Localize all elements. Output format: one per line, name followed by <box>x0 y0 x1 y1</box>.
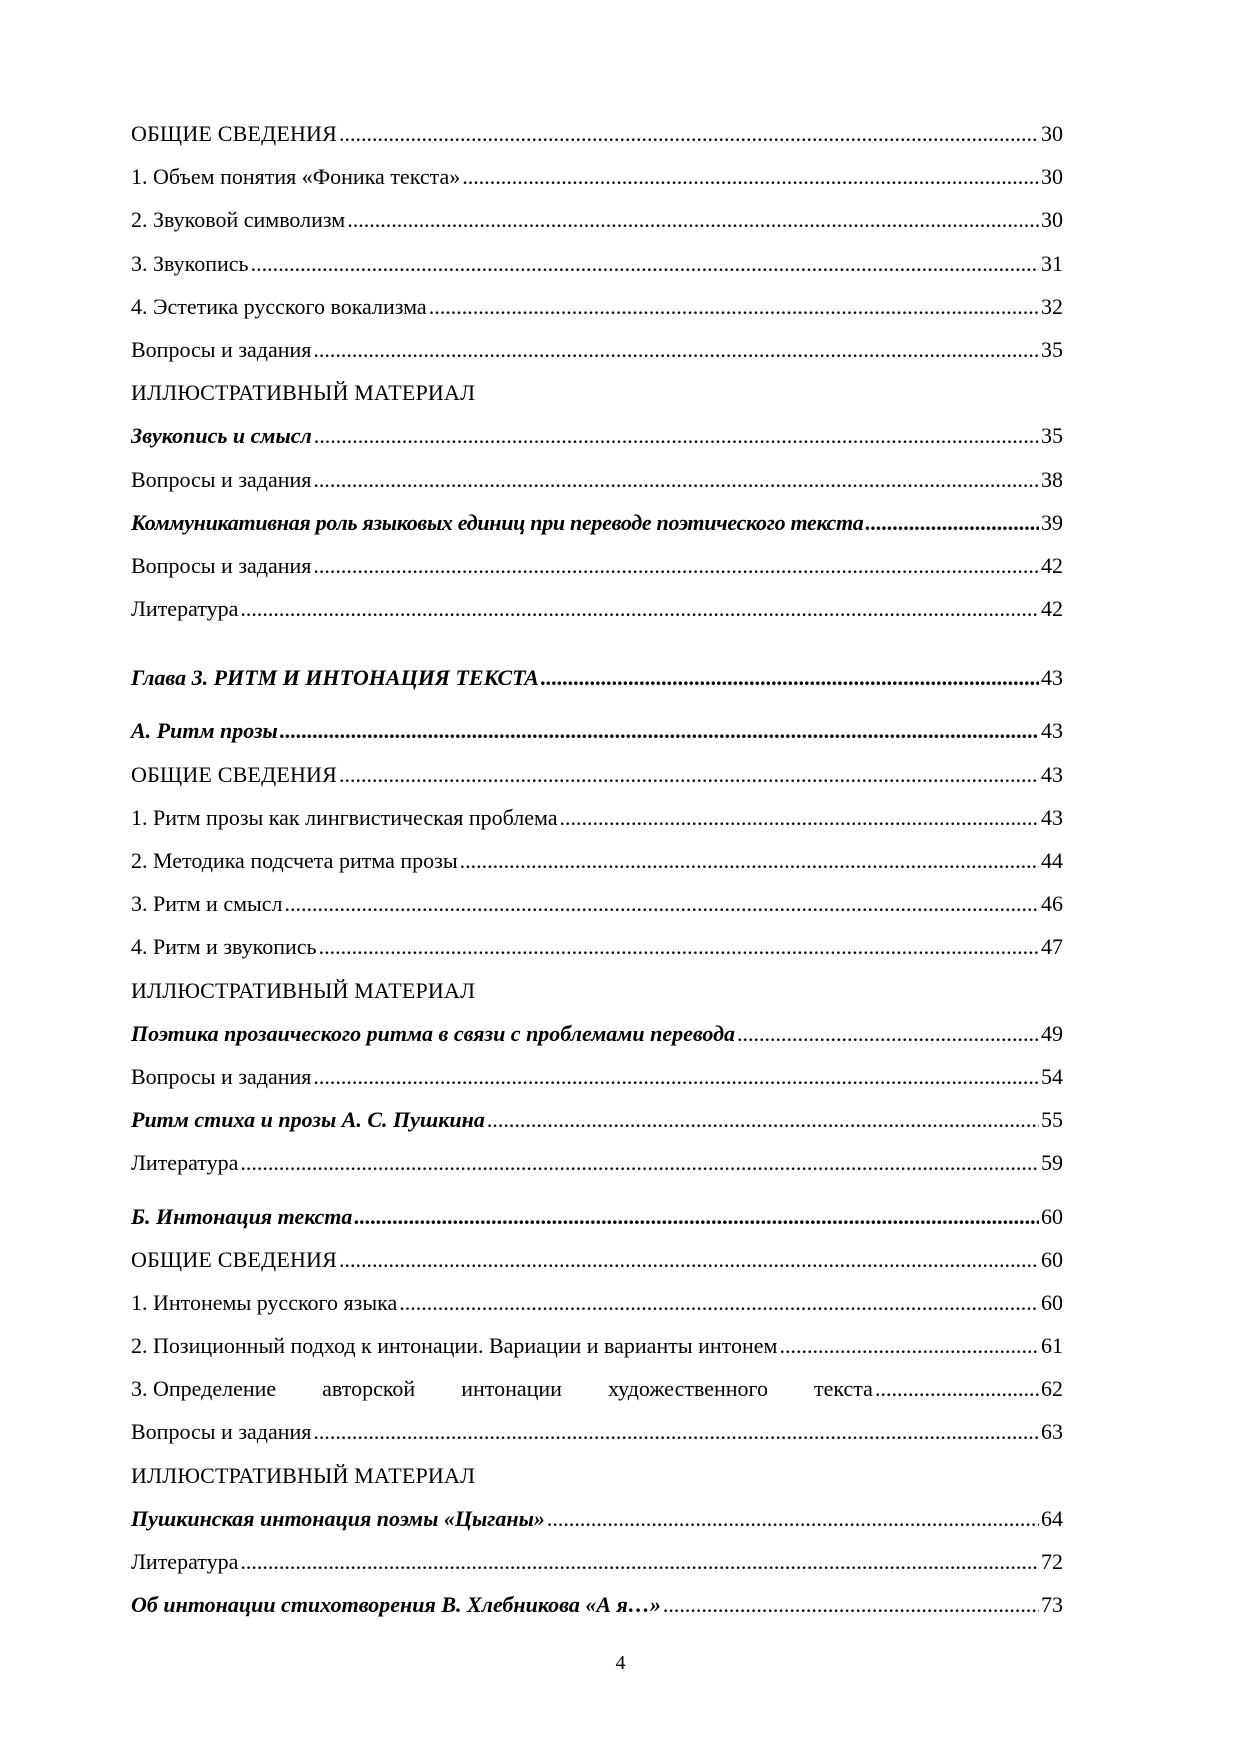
toc-entry-page: 60 <box>1041 1203 1063 1229</box>
dot-leader <box>560 805 1039 831</box>
toc-entry <box>131 1290 1063 1333</box>
toc-entry-title: 2. Позиционный подход к интонации. Вариации и варианты интонем <box>131 1333 778 1359</box>
title-word: авторской <box>322 1376 416 1402</box>
toc-entry-title: 3. Звукопись <box>131 250 249 276</box>
dot-leader <box>865 510 1039 536</box>
dot-leader <box>240 596 1039 622</box>
toc-chapter-entry <box>131 665 1063 708</box>
toc-entry-page: 60 <box>1041 1289 1063 1315</box>
dot-leader <box>313 467 1039 493</box>
toc-entry-page: 59 <box>1041 1150 1063 1176</box>
dot-leader <box>339 1247 1039 1273</box>
title-word: 3. Определение <box>131 1376 277 1402</box>
toc-entry-page: 32 <box>1041 293 1063 319</box>
toc-entry-title: 4. Ритм и звукопись <box>131 934 317 960</box>
page-number: 4 <box>615 1652 626 1674</box>
toc-entry <box>131 848 1063 891</box>
dot-leader <box>339 762 1039 788</box>
dot-leader <box>547 1506 1039 1532</box>
dot-leader <box>313 1419 1039 1445</box>
toc-entry-title: Поэтика прозаического ритма в связи с проблемами перевода <box>131 1020 736 1046</box>
dot-leader <box>251 251 1039 277</box>
spacer <box>131 1194 1063 1204</box>
toc-entry <box>131 251 1063 294</box>
toc-entry-title: Вопросы и задания <box>131 552 312 578</box>
dot-leader <box>280 718 1039 744</box>
toc-entry-page: 43 <box>1041 665 1063 691</box>
toc-entry-page: 72 <box>1041 1549 1063 1574</box>
toc-entry-page: 31 <box>1041 250 1063 276</box>
dot-leader <box>313 337 1039 363</box>
toc-section-heading <box>131 380 1063 423</box>
toc-entry-title: 1. Ритм прозы как лингвистическая проблема <box>131 804 558 830</box>
toc-entry-page: 54 <box>1041 1063 1063 1089</box>
toc-entry-page: 63 <box>1041 1419 1063 1445</box>
toc-entry-page: 30 <box>1041 121 1063 146</box>
toc-entry <box>131 596 1063 639</box>
toc-entry <box>131 891 1063 934</box>
dot-leader <box>314 423 1039 449</box>
toc-entry <box>131 718 1063 761</box>
toc-entry <box>131 1150 1063 1193</box>
toc-entry-page: 60 <box>1041 1246 1063 1272</box>
dot-leader <box>347 207 1039 233</box>
toc-entry-page: 43 <box>1041 718 1063 744</box>
toc-entry <box>131 423 1063 466</box>
toc-entry <box>131 121 1063 164</box>
toc-entry-title: ОБЩИЕ СВЕДЕНИЯ <box>131 1246 338 1272</box>
dot-leader <box>460 848 1039 874</box>
toc-entry-title <box>131 1376 873 1402</box>
toc-entry-title: 2. Методика подсчета ритма прозы <box>131 848 458 873</box>
toc-entry-page: 73 <box>1041 1592 1063 1618</box>
dot-leader <box>285 891 1039 917</box>
toc-entry-title: Звукопись и смысл <box>131 423 312 449</box>
toc-entry-page: 46 <box>1041 891 1063 917</box>
toc-entry <box>131 1247 1063 1290</box>
toc-section-heading <box>131 978 1063 1021</box>
title-word: художественного <box>607 1376 769 1402</box>
toc-entry <box>131 1107 1063 1150</box>
dot-leader <box>339 121 1039 147</box>
toc-entry-title: Литература <box>131 1150 239 1176</box>
dot-leader <box>462 164 1039 190</box>
toc-section-heading <box>131 1463 1063 1506</box>
toc-entry-title: 1. Интонемы русского языка <box>131 1289 398 1315</box>
toc-entry-title: Об интонации стихотворения В. Хлебникова «А я…» <box>131 1592 661 1618</box>
toc-entry <box>131 1549 1063 1592</box>
toc-entry-title: А. Ритм прозы <box>131 718 278 744</box>
toc-entry <box>131 164 1063 207</box>
toc-entry-page: 61 <box>1041 1333 1063 1359</box>
toc-entry-page: 30 <box>1041 207 1063 233</box>
dot-leader <box>429 294 1039 320</box>
toc-heading-title: ИЛЛЮСТРАТИВНЫЙ МАТЕРИАЛ <box>131 1462 476 1488</box>
toc-entry-title: Вопросы и задания <box>131 336 312 362</box>
toc-entry-title: 4. Эстетика русского вокализма <box>131 293 427 319</box>
dot-leader <box>737 1021 1039 1047</box>
toc-entry <box>131 1064 1063 1107</box>
table-of-contents <box>131 121 1063 1635</box>
toc-entry-title: Б. Интонация текста <box>131 1203 353 1229</box>
dot-leader <box>663 1592 1039 1618</box>
spacer <box>131 639 1063 665</box>
title-word: текста <box>814 1376 873 1402</box>
dot-leader <box>240 1549 1039 1575</box>
toc-entry-page: 43 <box>1041 761 1063 787</box>
toc-entry <box>131 1506 1063 1549</box>
dot-leader <box>875 1376 1039 1402</box>
toc-entry <box>131 467 1063 510</box>
toc-entry-title: ОБЩИЕ СВЕДЕНИЯ <box>131 121 338 146</box>
toc-entry <box>131 1333 1063 1376</box>
toc-entry <box>131 337 1063 380</box>
toc-entry-title: Литература <box>131 1549 239 1574</box>
toc-entry-page: 44 <box>1041 848 1063 873</box>
toc-entry-title: ОБЩИЕ СВЕДЕНИЯ <box>131 761 338 787</box>
dot-leader <box>487 1107 1039 1133</box>
toc-entry <box>131 762 1063 805</box>
toc-entry-title: Вопросы и задания <box>131 1063 312 1089</box>
toc-entry <box>131 510 1063 553</box>
dot-leader <box>399 1290 1039 1316</box>
toc-entry <box>131 1419 1063 1462</box>
toc-entry-page: 42 <box>1041 552 1063 578</box>
toc-entry <box>131 1204 1063 1247</box>
toc-heading-title: ИЛЛЮСТРАТИВНЫЙ МАТЕРИАЛ <box>131 977 476 1003</box>
toc-entry-title: Коммуникативная роль языковых единиц при переводе поэтического текста <box>131 509 864 535</box>
toc-entry-page: 62 <box>1041 1376 1063 1402</box>
toc-entry-page: 30 <box>1041 164 1063 190</box>
toc-entry-title: Ритм стиха и прозы А. С. Пушкина <box>131 1107 485 1133</box>
toc-entry-title: Литература <box>131 596 239 622</box>
spacer <box>131 708 1063 718</box>
toc-entry-page: 39 <box>1041 509 1063 535</box>
dot-leader <box>541 665 1039 691</box>
toc-entry-title: Вопросы и задания <box>131 1419 312 1445</box>
toc-entry-page: 49 <box>1041 1020 1063 1046</box>
toc-entry-title: 3. Ритм и смысл <box>131 891 283 917</box>
dot-leader <box>354 1204 1039 1230</box>
toc-entry <box>131 805 1063 848</box>
title-word: интонации <box>461 1376 562 1402</box>
toc-entry-page: 38 <box>1041 466 1063 492</box>
toc-entry-title: Глава 3. РИТМ И ИНТОНАЦИЯ ТЕКСТА <box>131 665 539 691</box>
toc-entry <box>131 1592 1063 1635</box>
toc-entry-page: 43 <box>1041 804 1063 830</box>
toc-entry-page: 42 <box>1041 596 1063 622</box>
toc-entry-page: 35 <box>1041 336 1063 362</box>
toc-entry <box>131 1376 1063 1419</box>
toc-heading-title: ИЛЛЮСТРАТИВНЫЙ МАТЕРИАЛ <box>131 380 476 406</box>
dot-leader <box>779 1333 1039 1359</box>
toc-entry <box>131 1021 1063 1064</box>
dot-leader <box>240 1150 1039 1176</box>
dot-leader <box>313 1064 1039 1090</box>
toc-entry-page: 35 <box>1041 423 1063 449</box>
toc-entry <box>131 294 1063 337</box>
dot-leader <box>313 553 1039 579</box>
toc-entry-title: 1. Объем понятия «Фоника текста» <box>131 164 461 190</box>
toc-entry-page: 64 <box>1041 1505 1063 1531</box>
toc-entry <box>131 207 1063 250</box>
toc-entry <box>131 934 1063 977</box>
toc-entry-page: 47 <box>1041 934 1063 960</box>
toc-entry-page: 55 <box>1041 1107 1063 1133</box>
toc-entry-title: 2. Звуковой символизм <box>131 207 346 233</box>
toc-entry-title: Пушкинская интонация поэмы «Цыганы» <box>131 1505 545 1531</box>
dot-leader <box>319 934 1039 960</box>
toc-entry <box>131 553 1063 596</box>
toc-entry-title: Вопросы и задания <box>131 466 312 492</box>
